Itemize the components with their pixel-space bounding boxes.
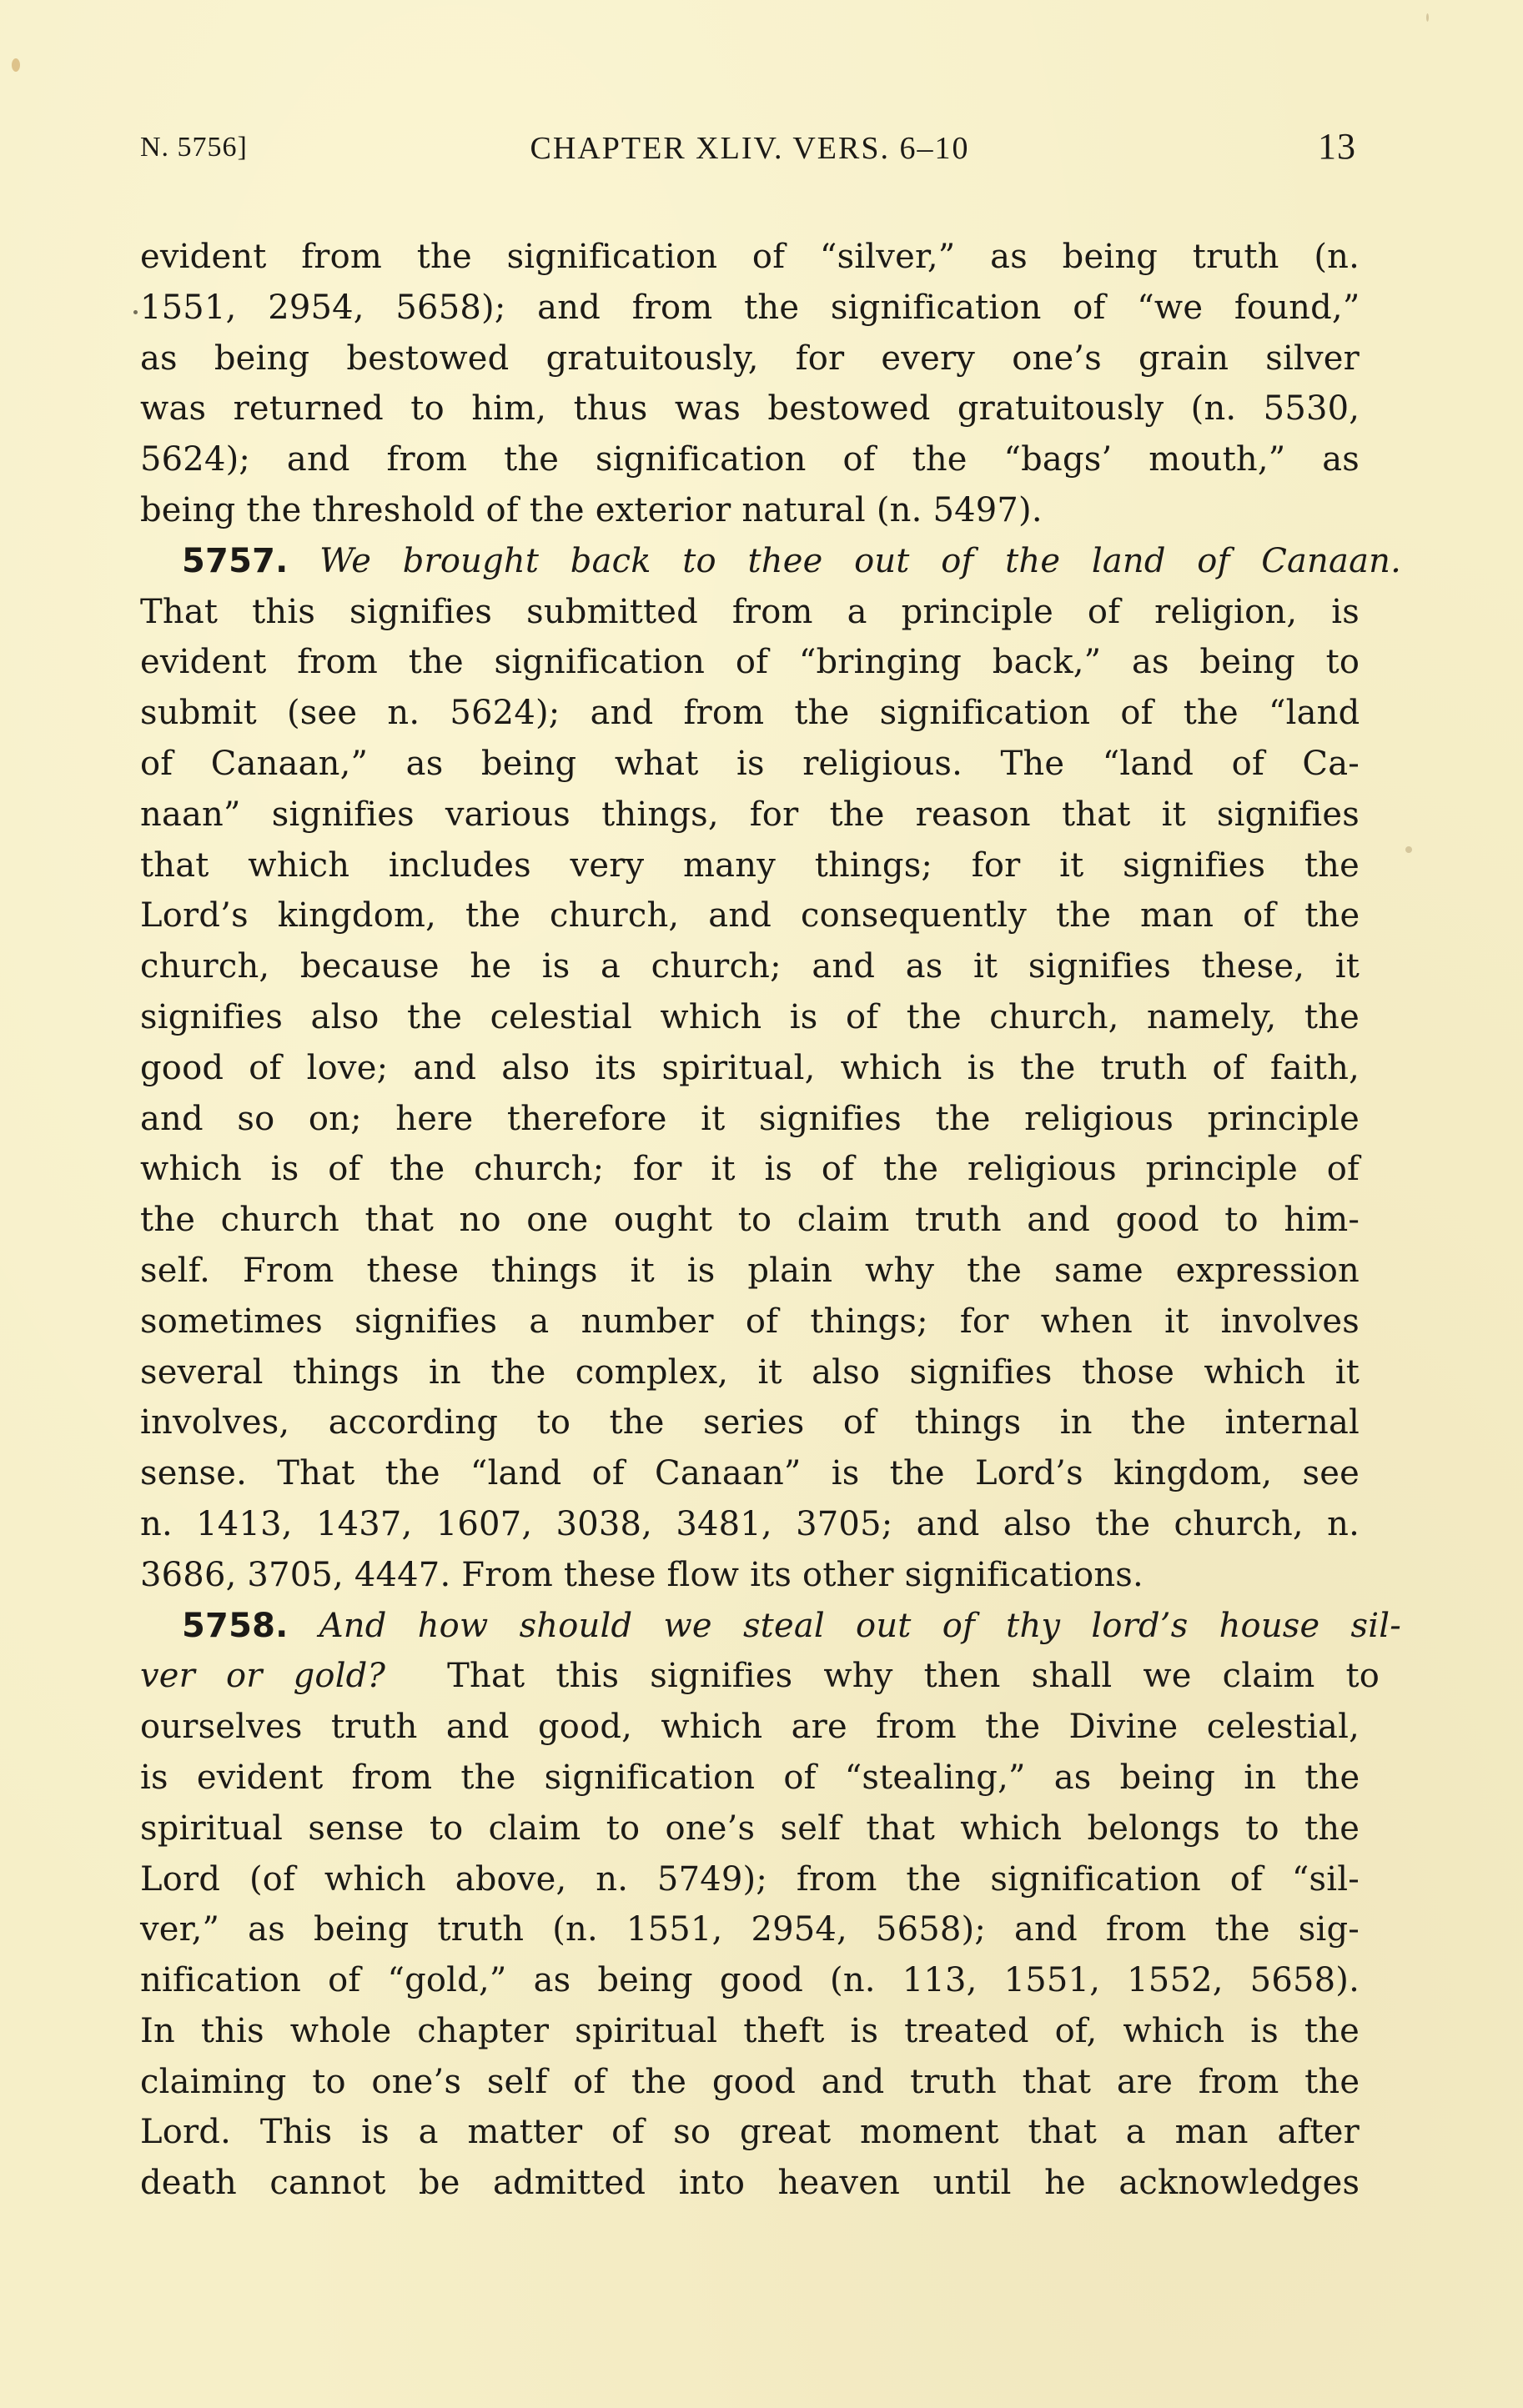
text-line: naan” signifies various things, for the reason that it signifies [140, 795, 1360, 834]
text-line [140, 1651, 1380, 1702]
paper-speck [12, 58, 20, 72]
page-number: 13 [1318, 126, 1356, 167]
text-line: the church that no one ought to claim truth and good to him- [140, 1201, 1360, 1240]
text-line: which is of the church; for it is of the religious principle of [140, 1150, 1360, 1189]
text-line: is evident from the signification of “stealing,” as being in the [140, 1758, 1360, 1797]
scripture-quote-continued: ver or gold? [140, 1657, 386, 1696]
text-line: several things in the complex, it also signifies those which it [140, 1352, 1360, 1392]
text-line: 1551, 2954, 5658); and from the signification of “we found,” [140, 288, 1360, 327]
running-head [140, 125, 1360, 175]
paragraph-number: 5758. [182, 1606, 289, 1645]
text-line-rest: That this signifies why then shall we claim to [447, 1657, 1380, 1696]
text-line: submit (see n. 5624); and from the signification of the “land [140, 694, 1360, 733]
paragraph-heading-line [140, 536, 1401, 587]
paper-speck [133, 310, 138, 314]
text-line: Lord. This is a matter of so great moment that a man after [140, 2113, 1360, 2152]
text-line: church, because he is a church; and as it signifies these, it [140, 947, 1360, 986]
text-line: ver,” as being truth (n. 1551, 2954, 5658); and from the sig- [140, 1910, 1360, 1949]
text-line: That this signifies submitted from a principle of religion, is [140, 592, 1360, 631]
text-line: evident from the signification of “bringing back,” as being to [140, 643, 1360, 682]
text-line: Lord’s kingdom, the church, and consequently the man of the [140, 896, 1360, 936]
scripture-quote: And how should we steal out of thy lord’s house sil- [319, 1606, 1401, 1645]
text-line: that which includes very many things; for it signifies the [140, 845, 1360, 885]
text-line: In this whole chapter spiritual theft is treated of, which is the [140, 2011, 1360, 2050]
scripture-quote: We brought back to thee out of the land of Canaan. [319, 541, 1401, 580]
text-line: involves, according to the series of things in the internal [140, 1403, 1360, 1442]
paragraph-5757 [140, 536, 1401, 1601]
text-line: 5624); and from the signification of the “bags’ mouth,” as [140, 440, 1360, 479]
text-line: was returned to him, thus was bestowed gratuitously (n. 5530, [140, 389, 1360, 429]
paper-speck [1405, 846, 1412, 853]
text-line: death cannot be admitted into heaven until he acknowledges [140, 2164, 1360, 2203]
body-text [140, 232, 1401, 2209]
text-line: sometimes signifies a number of things; for when it involves [140, 1302, 1360, 1341]
paper-speck [1426, 13, 1429, 22]
text-line: evident from the signification of “silver,” as being truth (n. [140, 238, 1360, 276]
text-line: nification of “gold,” as being good (n. 113, 1551, 1552, 5658). [140, 1961, 1360, 2000]
paragraph-heading-line [140, 1601, 1401, 1652]
text-line: self. From these things it is plain why the same expression [140, 1251, 1360, 1290]
paragraph-continuation [140, 232, 1360, 536]
section-reference: N. 5756] [140, 132, 248, 163]
paragraph-number: 5757. [182, 541, 289, 580]
text-line: claiming to one’s self of the good and truth that are from the [140, 2062, 1360, 2101]
chapter-title: CHAPTER XLIV. VERS. 6–10 [530, 131, 970, 166]
text-line: sense. That the “land of Canaan” is the Lord’s kingdom, see [140, 1454, 1360, 1493]
paragraph-5758 [140, 1601, 1401, 2210]
text-line: ourselves truth and good, which are from the Divine celestial, [140, 1708, 1360, 1747]
text-line: and so on; here therefore it signifies the religious principle [140, 1099, 1360, 1138]
text-line: 3686, 3705, 4447. From these flow its other significations. [140, 1555, 1144, 1594]
text-line: good of love; and also its spiritual, which is the truth of faith, [140, 1048, 1360, 1087]
text-line: spiritual sense to claim to one’s self that which belongs to the [140, 1809, 1360, 1848]
text-line: n. 1413, 1437, 1607, 3038, 3481, 3705; and also the church, n. [140, 1504, 1360, 1543]
text-line: signifies also the celestial which is of the church, namely, the [140, 997, 1360, 1036]
text-line: being the threshold of the exterior natural (n. 5497). [140, 490, 1043, 529]
text-line: of Canaan,” as being what is religious. The “land of Ca- [140, 744, 1360, 783]
text-line: Lord (of which above, n. 5749); from the signification of “sil- [140, 1859, 1360, 1899]
text-line: as being bestowed gratuitously, for every one’s grain silver [140, 339, 1360, 378]
